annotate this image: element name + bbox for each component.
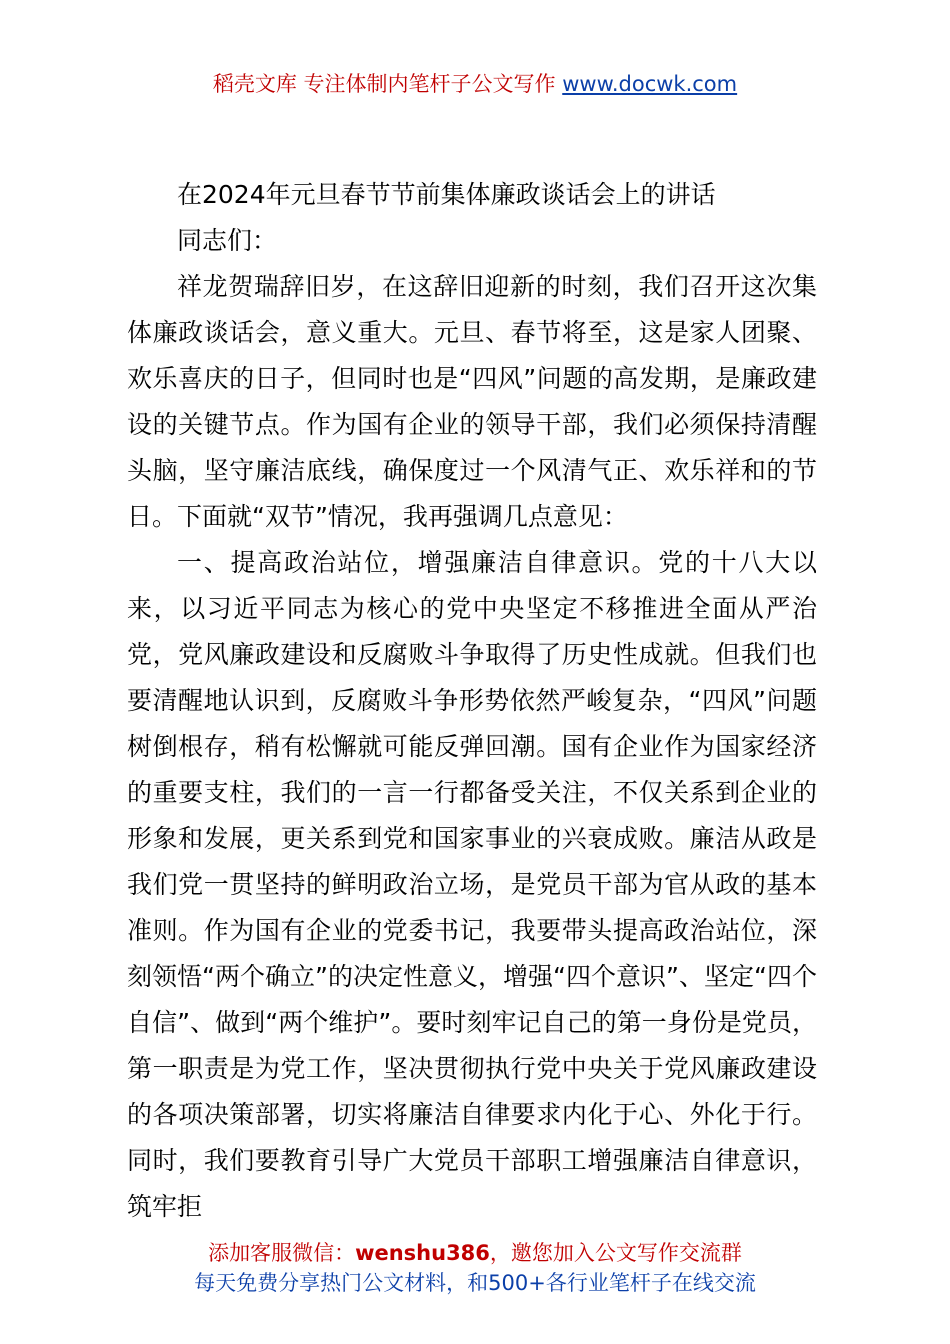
- paragraph-section-one: 一、提高政治站位，增强廉洁自律意识。党的十八大以来，以习近平同志为核心的党中央坚定不移推进全面从严治党，党风廉政建设和反腐败斗争取得了历史性成就。但我们也要清醒地认识到，反腐败斗争形势依然严峻复杂，“四风”问题树倒根存，稍有松懈就可能反弹回潮。国有企业作为国家经济的重要支柱，我们的一言一行都备受关注，不仅关系到企业的形象和发展，更关系到党和国家事业的兴衰成败。廉洁从政是我们党一贯坚持的鲜明政治立场，是党员干部为官从政的基本准则。作为国有企业的党委书记，我要带头提高政治站位，深刻领悟“两个确立”的决定性意义，增强“四个意识”、坚定“四个自信”、做到“两个维护”。要时刻牢记自己的第一身份是党员，第一职责是为党工作，坚决贯彻执行党中央关于党风廉政建设的各项决策部署，切实将廉洁自律要求内化于心、外化于行。同时，我们要教育引导广大党员干部职工增强廉洁自律意识，筑牢拒: [127, 548, 817, 1221]
- page-header: [0, 68, 950, 100]
- footer-contact-suffix: ，邀您加入公文写作交流群: [489, 1241, 742, 1265]
- document-body: [127, 172, 817, 1230]
- footer-contact-prefix: 添加客服微信：: [208, 1241, 356, 1265]
- wechat-id: wenshu386: [355, 1241, 490, 1265]
- brand-text: 稻壳文库 专注体制内笔杆子公文写作: [212, 72, 556, 96]
- paragraph-intro: 祥龙贺瑞辞旧岁，在这辞旧迎新的时刻，我们召开这次集体廉政谈话会，意义重大。元旦、春节将至，这是家人团聚、欢乐喜庆的日子，但同时也是“四风”问题的高发期，是廉政建设的关键节点。作为国有企业的领导干部，我们必须保持清醒头脑，坚守廉洁底线，确保度过一个风清气正、欢乐祥和的节日。下面就“双节”情况，我再强调几点意见：: [127, 272, 817, 531]
- document-title: 在2024年元旦春节节前集体廉政谈话会上的讲话: [177, 180, 716, 209]
- page-footer: [0, 1238, 950, 1298]
- site-link[interactable]: www.docwk.com: [562, 72, 738, 96]
- footer-contact-line: [0, 1238, 950, 1268]
- footer-promo-line: 每天免费分享热门公文材料，和500+各行业笔杆子在线交流: [194, 1271, 756, 1295]
- salutation: 同志们：: [177, 226, 278, 255]
